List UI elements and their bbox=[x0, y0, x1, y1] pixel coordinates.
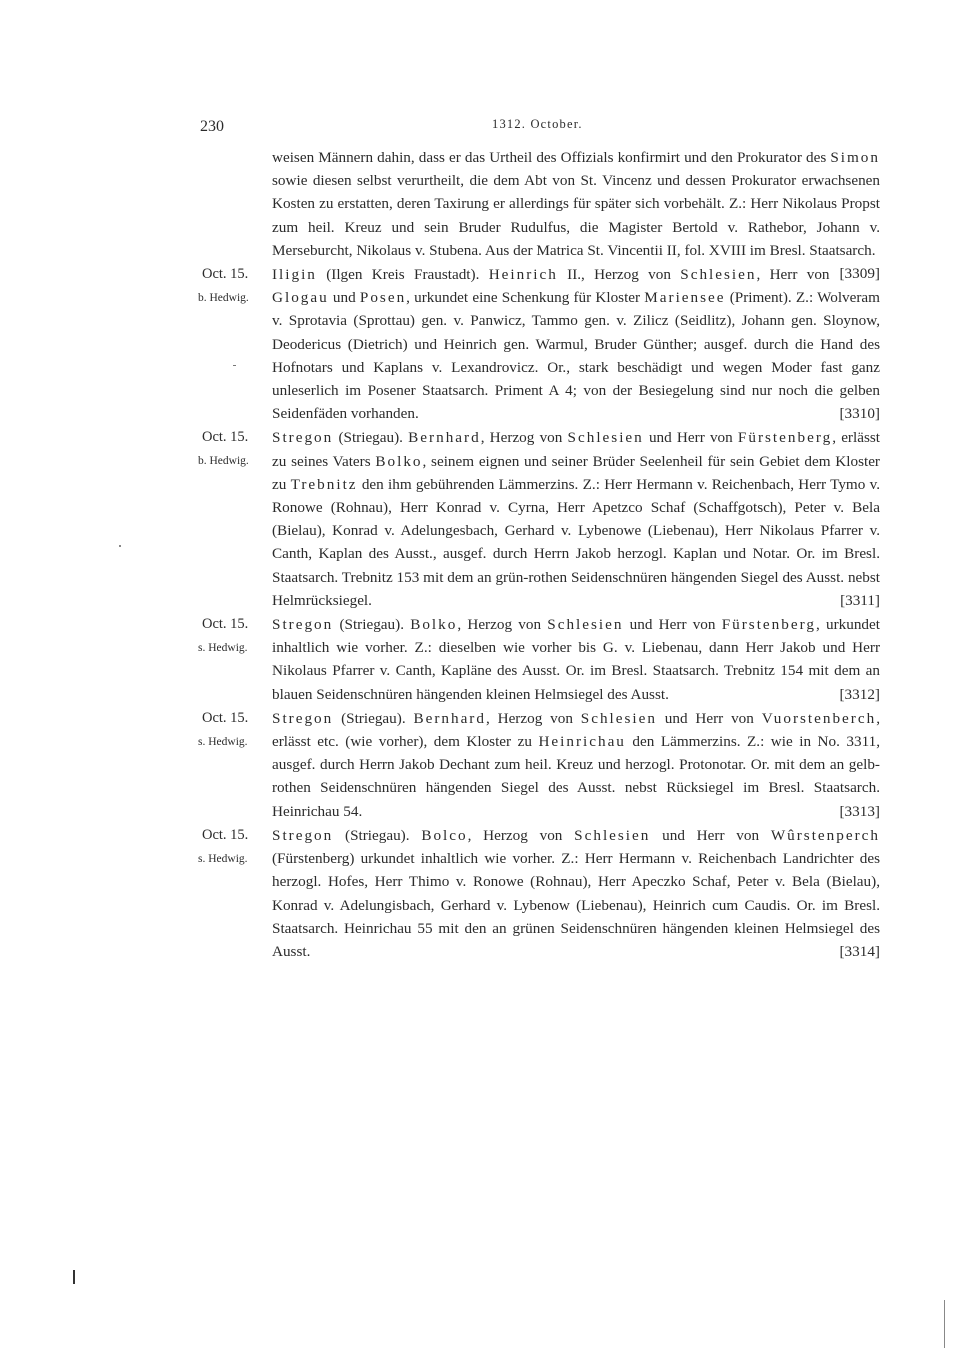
entry-text bbox=[272, 613, 880, 706]
text-run: (Striegau). bbox=[333, 429, 409, 447]
spaced-name: Simon bbox=[830, 149, 880, 166]
spaced-name: Wûrstenperch bbox=[770, 826, 880, 844]
spaced-name: Stregon bbox=[272, 429, 334, 447]
spaced-name: Stregon bbox=[272, 826, 334, 844]
margin-date: Oct. 15. bbox=[202, 616, 249, 633]
text-run: (Ilgen Kreis Fraustadt). bbox=[316, 266, 489, 284]
spaced-name: Bernhard bbox=[408, 429, 481, 447]
spaced-name: Bernhard bbox=[413, 709, 486, 727]
margin-date: Oct. 15. bbox=[202, 709, 249, 726]
margin-location: s. Hedwig. bbox=[198, 642, 248, 655]
text-run: , Herzog von bbox=[457, 616, 548, 634]
spaced-name: Stregon bbox=[272, 616, 334, 634]
spaced-name: Bolko bbox=[410, 616, 458, 634]
spaced-name: Schlesien bbox=[567, 429, 644, 447]
text-run: (Striegau). bbox=[333, 826, 422, 844]
spaced-name: Heinrichau bbox=[538, 733, 626, 751]
spaced-name: Bolco bbox=[421, 826, 468, 844]
text-run: (Striegau). bbox=[333, 709, 414, 727]
entry-text bbox=[272, 426, 880, 612]
text-run: (Striegau). bbox=[333, 616, 411, 634]
spaced-name: Iligin bbox=[272, 266, 317, 284]
text-run: weisen Männern dahin, dass er das Urtheil des Offizials konfirmirt und den Prokurator des bbox=[272, 149, 831, 166]
margin-location: s. Hedwig. bbox=[198, 735, 248, 748]
regest-entry bbox=[198, 613, 880, 706]
entry-text bbox=[272, 263, 880, 425]
reference-number: [3309] bbox=[839, 265, 880, 283]
text-run: (Fürstenberg) urkundet inhaltlich wie vorher. Z.: Herr Hermann v. Reichenbach Landrichter des herzogl. Hofes, Herr Thimo v. Ronowe (Rohnau), Herr Apeczko Schaf, Peter v. Bela (Bielau), Konrad v. Adelungisbach, Gerhard v. Lybenow (Liebenau), Heinrich cum Caudis. Or. im Bresl. Staatsarch. Heinrichau 55 mit den an grünen Seidenschnüren hängenden kleinen Helmsiegel des Ausst. bbox=[272, 850, 880, 960]
text-run: , Herzog von bbox=[480, 429, 568, 447]
reference-number: [3311] bbox=[840, 591, 880, 609]
text-run: II., Herzog von bbox=[557, 266, 681, 284]
text-run: und Herr von bbox=[650, 826, 771, 844]
spaced-name: Bolko bbox=[375, 452, 423, 470]
reference-number: [3312] bbox=[839, 685, 880, 703]
page-number: 230 bbox=[200, 118, 224, 135]
text-run: den ihm gebührenden Lämmerzins. Z.: Herr Hermann v. Reichenbach, Herr Tymo v. Ronowe (Rohnau), Herr Konrad v. Cyrna, Herr Apetzco Schaf (Schaffgotsch), Peter v. Bela (Bielau), Konrad v. Adelungesbach, Gerhard v. Lybenowe (Liebenau), Herr Nikolaus Pfarrer v. Canth, Kaplan des Ausst., ausgef. durch Herrn Jakob herzogl. Kaplan und Notar. Or. im Bresl. Staatsarch. Trebnitz 153 mit dem an grün-rothen Seidenschnüren hängenden Siegel des Ausst. nebst Helmrücksiegel. bbox=[272, 475, 880, 609]
regest-entry bbox=[198, 824, 880, 963]
spaced-name: Vuorstenberch bbox=[761, 709, 877, 727]
text-run: , Herr von bbox=[756, 266, 830, 284]
text-run: , erlässt etc. (wie vorher), dem Kloster zu bbox=[272, 709, 880, 751]
regest-entry bbox=[198, 426, 880, 612]
text-run: , seinem eignen und seiner Brüder Seelenheil für sein Gebiet dem Kloster zu bbox=[272, 452, 880, 493]
text-run: und Herr von bbox=[623, 616, 722, 634]
text-run: (Priment). Z.: Wolveram v. Sprotavia (Sprottau) gen. v. Panwicz, Tammo gen. v. Zilicz (Seidlitz), Johann gen. Sloynow, Deodericus (Dietrich) und Heinrich gen. Warmul, Bruder Günther; ausgef. durch die Hand des Hofnotars und Kaplans v. Lexandrovicz. Or., stark beschädigt und wegen Moder fast ganz unleserlich im Posener Staatsarch. Priment A 4; von der Besiegelung sind nur noch die gelben Seidenfäden vorhanden. bbox=[272, 289, 880, 423]
text-run: , Herzog von bbox=[485, 709, 581, 727]
spaced-name: Posen bbox=[359, 289, 407, 307]
text-run: , Herzog von bbox=[467, 826, 575, 844]
spaced-name: Stregon bbox=[272, 709, 334, 727]
text-run: sowie diesen selbst verurtheilt, die dem Abt von St. Vincenz und dessen Prokurator erwachsenen Kosten zu erstatten, deren Taxirung er allerdings für später sich vorbehält. Z.: Herr Nikolaus Propst zum heil. Kreuz und sein Bruder Rudulfus, die Magister Bertold v. Rathebor, Johann v. Merseburcht, Nikolaus v. Stubena. Aus der Matrica St. Vincentii II, fol. XVIII im Bresl. Staatsarch. bbox=[272, 172, 880, 259]
text-run: und bbox=[328, 289, 360, 307]
text-run: , urkundet inhaltlich wie vorher. Z.: dieselben wie vorher bis G. v. Liebenau, dann Herr Jakob und Herr Nikolaus Pfarrer v. Canth, Kapläne des Ausst. Or. im Bresl. Staatsarch. Trebnitz 154 mit dem an blauen Seidenschnüren hängenden kleinen Helmsiegel des Ausst. bbox=[272, 616, 880, 703]
margin-date: Oct. 15. bbox=[202, 429, 249, 446]
entry-text bbox=[272, 824, 880, 963]
reference-number: [3313] bbox=[839, 802, 880, 820]
text-run: , urkundet eine Schenkung für Kloster bbox=[406, 289, 645, 307]
scan-mark bbox=[119, 545, 121, 547]
text-run: den Lämmerzins. Z.: wie in No. 3311, ausgef. durch Herrn Jakob Dechant zum heil. Kreuz und herzogl. Protonotar. Or. mit dem an gelb-rothen Seidenschnüren hängenden Siegel des Ausst. nebst Rücksiegel im Bresl. Staatsarch. Heinrichau 54. bbox=[272, 733, 881, 820]
regest-entry bbox=[198, 263, 880, 425]
spaced-name: Mariensee bbox=[644, 289, 726, 307]
regest-entry bbox=[198, 707, 881, 823]
scan-mark bbox=[233, 365, 236, 366]
scan-mark bbox=[73, 1270, 75, 1284]
spaced-name: Schlesien bbox=[574, 826, 651, 844]
spaced-name: Schlesien bbox=[580, 709, 657, 727]
margin-location: b. Hedwig. bbox=[198, 292, 249, 305]
spaced-name: Schlesien bbox=[547, 616, 624, 634]
reference-number: [3314] bbox=[839, 942, 880, 960]
entry-text bbox=[272, 707, 880, 823]
document-body bbox=[198, 146, 881, 963]
reference-number: [3310] bbox=[839, 405, 880, 423]
running-head: 1312. October. bbox=[492, 117, 583, 131]
text-run: , erlässt zu seines Vaters bbox=[272, 429, 880, 470]
spaced-name: Fürstenberg bbox=[737, 429, 833, 447]
text-run: und Herr von bbox=[643, 429, 738, 447]
spaced-name: Trebnitz bbox=[290, 475, 358, 493]
margin-location: s. Hedwig. bbox=[198, 852, 248, 865]
margin-location: b. Hedwig. bbox=[198, 455, 249, 468]
scan-mark bbox=[944, 1300, 945, 1348]
margin-date: Oct. 15. bbox=[202, 826, 249, 843]
spaced-name: Fürstenberg bbox=[721, 616, 816, 634]
spaced-name: Schlesien bbox=[680, 266, 757, 284]
text-run: und Herr von bbox=[656, 709, 762, 727]
margin-date: Oct. 15. bbox=[202, 266, 249, 283]
spaced-name: Glogau bbox=[272, 289, 329, 307]
spaced-name: Heinrich bbox=[488, 266, 558, 284]
